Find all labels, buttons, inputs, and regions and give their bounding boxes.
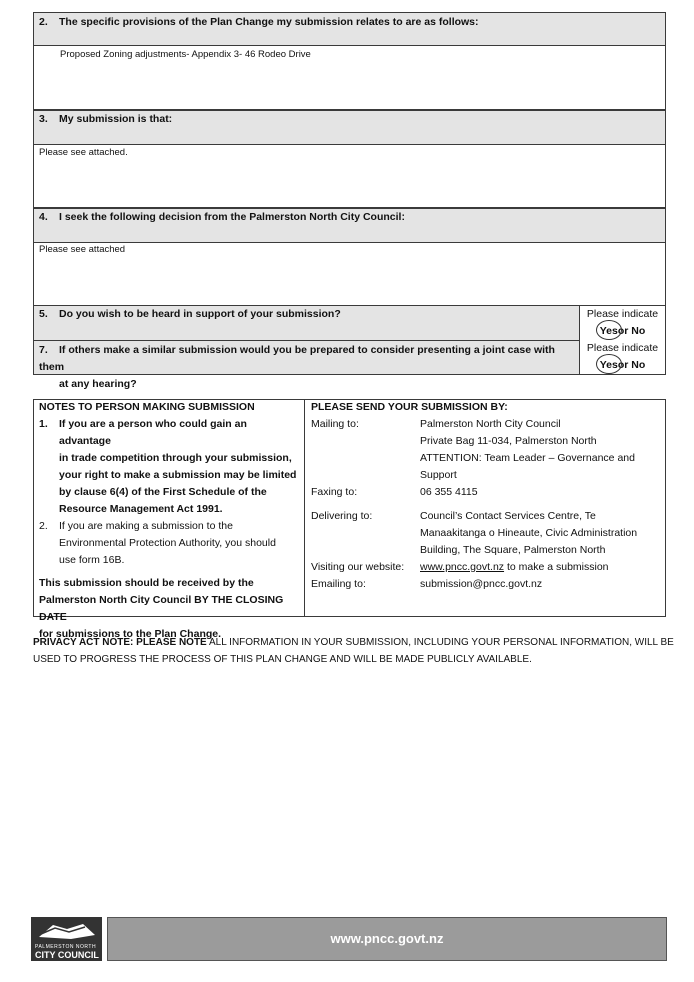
delivery-address: Council’s Contact Services Centre, Te Manaakitanga o Hineaute, Civic Administration Building, The Square, Palmerston North: [420, 510, 638, 556]
visiting-label: Visiting our website:: [311, 561, 405, 573]
section-7-title-line1: If others make a similar submission would you be prepared to consider presenting a joint case with them: [39, 344, 555, 373]
notes-heading: NOTES TO PERSON MAKING SUBMISSION: [39, 401, 255, 413]
logo-line-1: PALMERSTON NORTH: [35, 944, 97, 950]
section-7-number: 7.: [39, 344, 48, 356]
section-7-header: [33, 340, 580, 390]
privacy-note: PRIVACY ACT NOTE: PLEASE NOTE ALL INFORMATION IN YOUR SUBMISSION, INCLUDING YOUR PERSONAL INFORMATION, WILL BE USED TO PROGRESS THE PROCESS OF THIS PLAN CHANGE AND WILL BE MADE PUBLICLY AVAILABLE.: [33, 637, 674, 665]
notes-column: [39, 399, 301, 643]
panel-divider: [304, 399, 305, 617]
logo-mark-icon: [31, 919, 102, 945]
section-2-number: 2.: [39, 16, 48, 28]
closing-line: Palmerston North City Council BY THE CLOSING DATE: [39, 594, 284, 623]
note-1-line: in trade competition through your submission,: [59, 452, 292, 464]
section-3-number: 3.: [39, 113, 48, 125]
note-2-line: If you are making a submission to the: [59, 520, 233, 532]
note-1-line: by clause 6(4) of the First Schedule of the: [59, 486, 267, 498]
footer-url-bar[interactable]: www.pncc.govt.nz: [107, 917, 667, 961]
section-7-yes[interactable]: Yes: [600, 357, 618, 374]
send-heading: PLEASE SEND YOUR SUBMISSION BY:: [311, 401, 508, 413]
selection-circle: [596, 320, 622, 340]
section-7-indicate-box[interactable]: [579, 340, 666, 375]
section-5-number: 5.: [39, 308, 48, 320]
emailing-label: Emailing to:: [311, 578, 366, 590]
section-2-title: The specific provisions of the Plan Change my submission relates to are as follows:: [59, 16, 479, 28]
section-5-yes[interactable]: Yes: [600, 323, 618, 340]
note-1-line: Resource Management Act 1991.: [59, 503, 223, 515]
section-5-indicate-box[interactable]: [579, 305, 666, 341]
section-4-answer: Please see attached: [39, 244, 126, 255]
section-7-or-no[interactable]: or No: [617, 359, 646, 371]
mailing-label: Mailing to:: [311, 418, 359, 430]
note-2-number: 2.: [39, 520, 48, 532]
section-7-title-line2: at any hearing?: [59, 378, 137, 390]
council-logo: [31, 917, 102, 961]
email-address[interactable]: submission@pncc.govt.nz: [420, 578, 543, 590]
section-3-answer-box[interactable]: [33, 145, 666, 208]
section-4-answer-box[interactable]: [33, 243, 666, 306]
note-1-number: 1.: [39, 418, 48, 430]
closing-line: for submissions to the Plan Change.: [39, 628, 222, 640]
website-link[interactable]: www.pncc.govt.nz: [420, 561, 505, 573]
section-2-answer-box[interactable]: [33, 46, 666, 110]
section-7-indicate-label: Please indicate: [586, 342, 659, 354]
note-2-line: use form 16B.: [59, 554, 125, 566]
website-line: www.pncc.govt.nz to make a submission: [420, 561, 609, 573]
section-2-answer: Proposed Zoning adjustments- Appendix 3- 46 Rodeo Drive: [60, 49, 311, 60]
selection-circle: [596, 354, 622, 374]
section-5-indicate-label: Please indicate: [586, 308, 659, 320]
section-4-title: I seek the following decision from the Palmerston North City Council:: [59, 211, 405, 223]
section-3-header: [33, 110, 666, 145]
section-2-header: [33, 12, 666, 46]
section-4-number: 4.: [39, 211, 48, 223]
faxing-label: Faxing to:: [311, 486, 358, 498]
closing-line: This submission should be received by the: [39, 577, 254, 589]
section-3-answer: Please see attached.: [39, 147, 128, 158]
mailing-address: Palmerston North City Council Private Bag 11-034, Palmerston North ATTENTION: Team Leader – Governance and Support: [420, 418, 635, 481]
section-5-title: Do you wish to be heard in support of your submission?: [59, 308, 341, 320]
note-1-line: your right to make a submission may be limited: [59, 469, 297, 481]
fax-number: 06 355 4115: [420, 486, 478, 498]
section-5-header: [33, 305, 580, 341]
note-2-line: Environmental Protection Authority, you should: [59, 537, 276, 549]
logo-line-2: CITY COUNCIL: [35, 950, 99, 960]
section-5-or-no[interactable]: or No: [617, 325, 646, 337]
section-4-header: [33, 208, 666, 243]
section-3-title: My submission is that:: [59, 113, 173, 125]
note-1-line: If you are a person who could gain an advantage: [59, 418, 247, 447]
delivering-label: Delivering to:: [311, 510, 373, 522]
